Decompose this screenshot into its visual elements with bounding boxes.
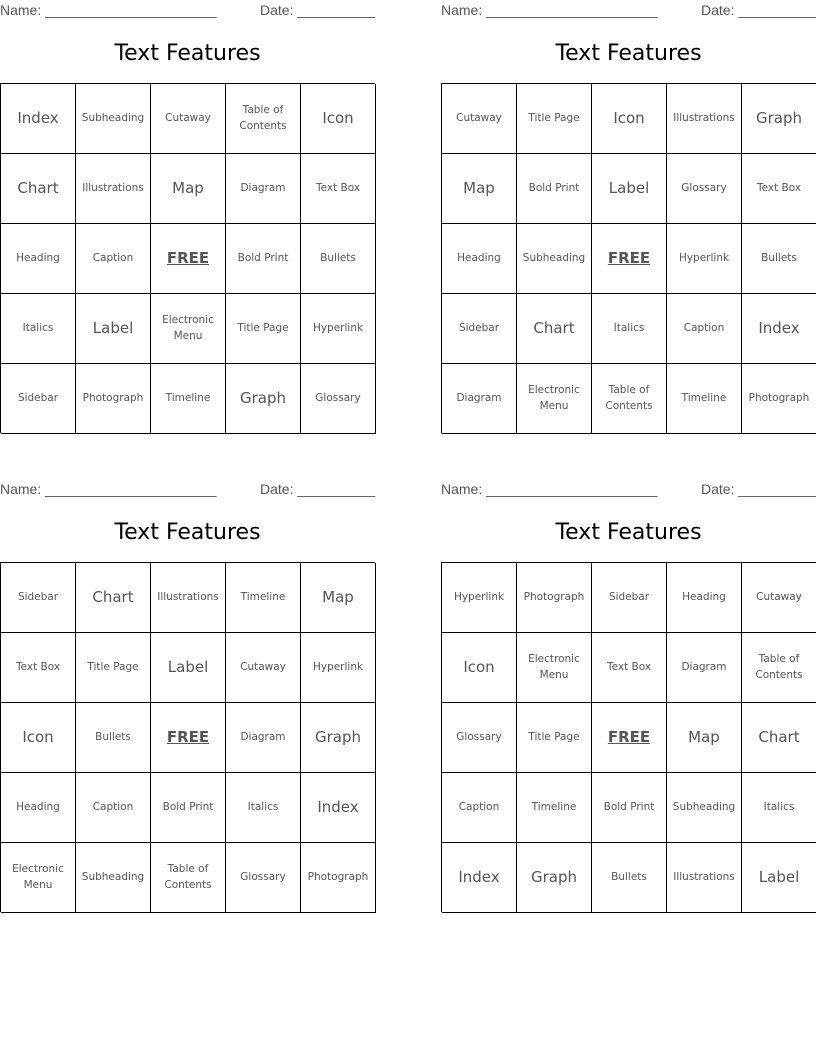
- cell-text: Chart: [17, 178, 59, 197]
- bingo-cell: [76, 773, 151, 843]
- bingo-cell: [226, 703, 301, 773]
- cell-text: Photograph: [748, 391, 810, 404]
- cell-text: Index: [458, 867, 500, 886]
- bingo-cell: [667, 224, 742, 294]
- bingo-cell: [592, 843, 667, 913]
- cell-text: Caption: [92, 251, 134, 264]
- cell-text: Glossary: [456, 730, 502, 743]
- bingo-grid: [441, 83, 816, 433]
- cell-text: Electronic Menu: [162, 314, 214, 342]
- bingo-cell: [226, 633, 301, 703]
- card-title: Text Features: [114, 41, 261, 66]
- bingo-cell: [442, 563, 517, 633]
- cell-text: Italics: [22, 321, 54, 334]
- free-space-cell: [592, 703, 667, 773]
- bingo-cell: [742, 843, 816, 913]
- cell-text: Electronic Menu: [528, 653, 580, 681]
- bingo-cell: [151, 563, 226, 633]
- bingo-cell: [667, 773, 742, 843]
- cell-text: Italics: [247, 800, 279, 813]
- cell-text: Timeline: [681, 391, 727, 404]
- bingo-cell: [517, 563, 592, 633]
- bingo-cell: [226, 294, 301, 364]
- cell-text: Glossary: [240, 870, 286, 883]
- cell-text: Bullets: [611, 870, 647, 883]
- bingo-cell: [742, 224, 816, 294]
- cell-text: Title Page: [87, 660, 139, 673]
- bingo-cell: [1, 633, 76, 703]
- cell-text: Sidebar: [17, 391, 59, 404]
- cell-text: Glossary: [681, 181, 727, 194]
- bingo-cell: [301, 224, 376, 294]
- cell-text: Graph: [530, 867, 577, 886]
- bingo-cell: [1, 154, 76, 224]
- cell-text: Diagram: [681, 660, 727, 673]
- cell-text: Map: [688, 727, 720, 746]
- cell-text: Label: [167, 657, 209, 676]
- bingo-cell: [301, 773, 376, 843]
- bingo-cell: [301, 84, 376, 154]
- cell-text: Text Box: [315, 181, 361, 194]
- cell-text: Heading: [682, 590, 726, 603]
- cell-text: Diagram: [240, 181, 286, 194]
- cell-text: Italics: [613, 321, 645, 334]
- bingo-grid: [0, 83, 375, 433]
- bingo-card: [0, 0, 375, 433]
- bingo-cell: [442, 294, 517, 364]
- cell-text: Caption: [683, 321, 725, 334]
- bingo-cell: [226, 224, 301, 294]
- bingo-cell: [517, 294, 592, 364]
- bingo-cell: [517, 364, 592, 434]
- cell-text: FREE: [166, 248, 210, 267]
- date-label: Date: __________: [260, 481, 376, 497]
- bingo-cell: [301, 563, 376, 633]
- cell-text: Table of Contents: [755, 653, 803, 681]
- bingo-cell: [301, 633, 376, 703]
- cell-text: Table of Contents: [164, 863, 212, 891]
- bingo-cell: [592, 563, 667, 633]
- cell-text: Label: [758, 867, 800, 886]
- bingo-cell: [742, 773, 816, 843]
- cell-text: Bold Print: [528, 181, 580, 194]
- cell-text: Subheading: [672, 800, 736, 813]
- cell-text: Graph: [314, 727, 361, 746]
- cell-text: Bold Print: [162, 800, 214, 813]
- cell-text: Table of Contents: [605, 384, 653, 412]
- bingo-cell: [667, 154, 742, 224]
- bingo-cell: [1, 843, 76, 913]
- cell-text: Index: [758, 318, 800, 337]
- cell-text: Diagram: [240, 730, 286, 743]
- cell-text: Hyperlink: [312, 660, 364, 673]
- cell-text: Sidebar: [608, 590, 650, 603]
- bingo-grid: [441, 562, 816, 912]
- bingo-cell: [667, 294, 742, 364]
- bingo-cell: [76, 224, 151, 294]
- cell-text: Illustrations: [673, 870, 735, 883]
- bingo-cell: [517, 773, 592, 843]
- bingo-cell: [76, 633, 151, 703]
- bingo-cell: [76, 364, 151, 434]
- cell-text: Timeline: [531, 800, 577, 813]
- bingo-cell: [667, 843, 742, 913]
- bingo-cell: [1, 563, 76, 633]
- bingo-grid: [0, 562, 375, 912]
- bingo-cell: [226, 364, 301, 434]
- name-label: Name: ______________________: [0, 2, 217, 18]
- cell-text: Photograph: [523, 590, 585, 603]
- bingo-cell: [301, 843, 376, 913]
- bingo-cell: [76, 294, 151, 364]
- cell-text: Heading: [16, 251, 60, 264]
- cell-text: Heading: [457, 251, 501, 264]
- bingo-cell: [742, 633, 816, 703]
- cell-text: Graph: [239, 388, 286, 407]
- bingo-cell: [592, 154, 667, 224]
- bingo-cell: [1, 294, 76, 364]
- cell-text: Hyperlink: [312, 321, 364, 334]
- bingo-cell: [442, 633, 517, 703]
- bingo-cell: [301, 364, 376, 434]
- cell-text: Cutaway: [756, 590, 802, 603]
- bingo-cell: [742, 154, 816, 224]
- cell-text: Text Box: [756, 181, 802, 194]
- bingo-cell: [667, 703, 742, 773]
- bingo-cell: [517, 703, 592, 773]
- bingo-cell: [742, 563, 816, 633]
- cell-text: Hyperlink: [453, 590, 505, 603]
- free-space-cell: [151, 224, 226, 294]
- date-label: Date: __________: [701, 2, 816, 18]
- bingo-cell: [742, 703, 816, 773]
- bingo-cell: [76, 84, 151, 154]
- cell-text: Timeline: [165, 391, 211, 404]
- name-label: Name: ______________________: [441, 2, 658, 18]
- cell-text: Chart: [92, 587, 134, 606]
- bingo-cell: [76, 703, 151, 773]
- free-space-cell: [592, 224, 667, 294]
- bingo-cell: [442, 843, 517, 913]
- cell-text: Icon: [613, 108, 645, 127]
- cell-text: Illustrations: [82, 181, 144, 194]
- bingo-cell: [151, 843, 226, 913]
- bingo-card: [441, 0, 816, 433]
- cell-text: FREE: [166, 727, 210, 746]
- cell-text: Index: [17, 108, 59, 127]
- cell-text: Bullets: [761, 251, 797, 264]
- name-label: Name: ______________________: [441, 481, 658, 497]
- cell-text: Hyperlink: [678, 251, 730, 264]
- cell-text: Photograph: [307, 870, 369, 883]
- cell-text: Title Page: [528, 111, 580, 124]
- cell-text: Subheading: [522, 251, 586, 264]
- bingo-cell: [442, 224, 517, 294]
- bingo-cell: [151, 294, 226, 364]
- date-label: Date: __________: [260, 2, 376, 18]
- cell-text: Electronic Menu: [528, 384, 580, 412]
- cell-text: Cutaway: [165, 111, 211, 124]
- bingo-cell: [151, 364, 226, 434]
- cell-text: Subheading: [81, 870, 145, 883]
- bingo-cell: [442, 84, 517, 154]
- bingo-card: [0, 479, 375, 912]
- bingo-cell: [1, 224, 76, 294]
- cell-text: Label: [608, 178, 650, 197]
- cell-text: Subheading: [81, 111, 145, 124]
- bingo-cell: [226, 563, 301, 633]
- cell-text: FREE: [607, 248, 651, 267]
- bingo-cell: [226, 154, 301, 224]
- cell-text: Bullets: [320, 251, 356, 264]
- cell-text: Cutaway: [240, 660, 286, 673]
- cell-text: Icon: [22, 727, 54, 746]
- bingo-cell: [226, 843, 301, 913]
- cell-text: Cutaway: [456, 111, 502, 124]
- bingo-cell: [517, 154, 592, 224]
- bingo-cell: [517, 224, 592, 294]
- cell-text: Italics: [763, 800, 795, 813]
- bingo-cell: [151, 773, 226, 843]
- cell-text: Text Box: [606, 660, 652, 673]
- bingo-cell: [742, 294, 816, 364]
- bingo-cell: [742, 84, 816, 154]
- cell-text: Sidebar: [17, 590, 59, 603]
- cell-text: Icon: [463, 657, 495, 676]
- cell-text: Index: [317, 797, 359, 816]
- bingo-cell: [151, 84, 226, 154]
- cell-text: Sidebar: [458, 321, 500, 334]
- bingo-card: [441, 479, 816, 912]
- bingo-cell: [301, 703, 376, 773]
- cell-text: Map: [172, 178, 204, 197]
- cell-text: Timeline: [240, 590, 286, 603]
- cell-text: FREE: [607, 727, 651, 746]
- cell-text: Text Box: [15, 660, 61, 673]
- cell-text: Heading: [16, 800, 60, 813]
- bingo-cell: [151, 633, 226, 703]
- bingo-cell: [442, 703, 517, 773]
- cell-text: Graph: [755, 108, 802, 127]
- cell-text: Illustrations: [673, 111, 735, 124]
- bingo-cell: [76, 843, 151, 913]
- cell-text: Glossary: [315, 391, 361, 404]
- bingo-cell: [226, 84, 301, 154]
- bingo-cell: [592, 294, 667, 364]
- cell-text: Chart: [758, 727, 800, 746]
- bingo-cell: [742, 364, 816, 434]
- bingo-cell: [517, 843, 592, 913]
- bingo-cell: [226, 773, 301, 843]
- bingo-cell: [592, 364, 667, 434]
- cell-text: Label: [92, 318, 134, 337]
- bingo-cell: [76, 154, 151, 224]
- bingo-cell: [592, 773, 667, 843]
- bingo-cell: [667, 633, 742, 703]
- cell-text: Bold Print: [237, 251, 289, 264]
- cell-text: Bold Print: [603, 800, 655, 813]
- bingo-cell: [592, 84, 667, 154]
- cell-text: Chart: [533, 318, 575, 337]
- bingo-cell: [76, 563, 151, 633]
- bingo-cell: [517, 84, 592, 154]
- cell-text: Icon: [322, 108, 354, 127]
- cell-text: Table of Contents: [239, 104, 287, 132]
- bingo-cell: [667, 563, 742, 633]
- bingo-cell: [1, 773, 76, 843]
- bingo-cell: [517, 633, 592, 703]
- bingo-cell: [1, 703, 76, 773]
- bingo-cell: [592, 633, 667, 703]
- bingo-cell: [442, 154, 517, 224]
- bingo-cell: [442, 773, 517, 843]
- cell-text: Illustrations: [157, 590, 219, 603]
- cell-text: Map: [322, 587, 354, 606]
- cell-text: Title Page: [528, 730, 580, 743]
- cell-text: Title Page: [237, 321, 289, 334]
- free-space-cell: [151, 703, 226, 773]
- bingo-cell: [1, 364, 76, 434]
- cell-text: Map: [463, 178, 495, 197]
- cell-text: Photograph: [82, 391, 144, 404]
- cell-text: Electronic Menu: [12, 863, 64, 891]
- bingo-cell: [151, 154, 226, 224]
- cell-text: Caption: [458, 800, 500, 813]
- bingo-cell: [301, 294, 376, 364]
- cell-text: Caption: [92, 800, 134, 813]
- card-title: Text Features: [555, 520, 702, 545]
- name-label: Name: ______________________: [0, 481, 217, 497]
- bingo-cell: [667, 364, 742, 434]
- bingo-cell: [442, 364, 517, 434]
- card-title: Text Features: [114, 520, 261, 545]
- bingo-cell: [1, 84, 76, 154]
- date-label: Date: __________: [701, 481, 816, 497]
- bingo-cell: [301, 154, 376, 224]
- cell-text: Bullets: [95, 730, 131, 743]
- card-title: Text Features: [555, 41, 702, 66]
- cell-text: Diagram: [456, 391, 502, 404]
- bingo-cell: [667, 84, 742, 154]
